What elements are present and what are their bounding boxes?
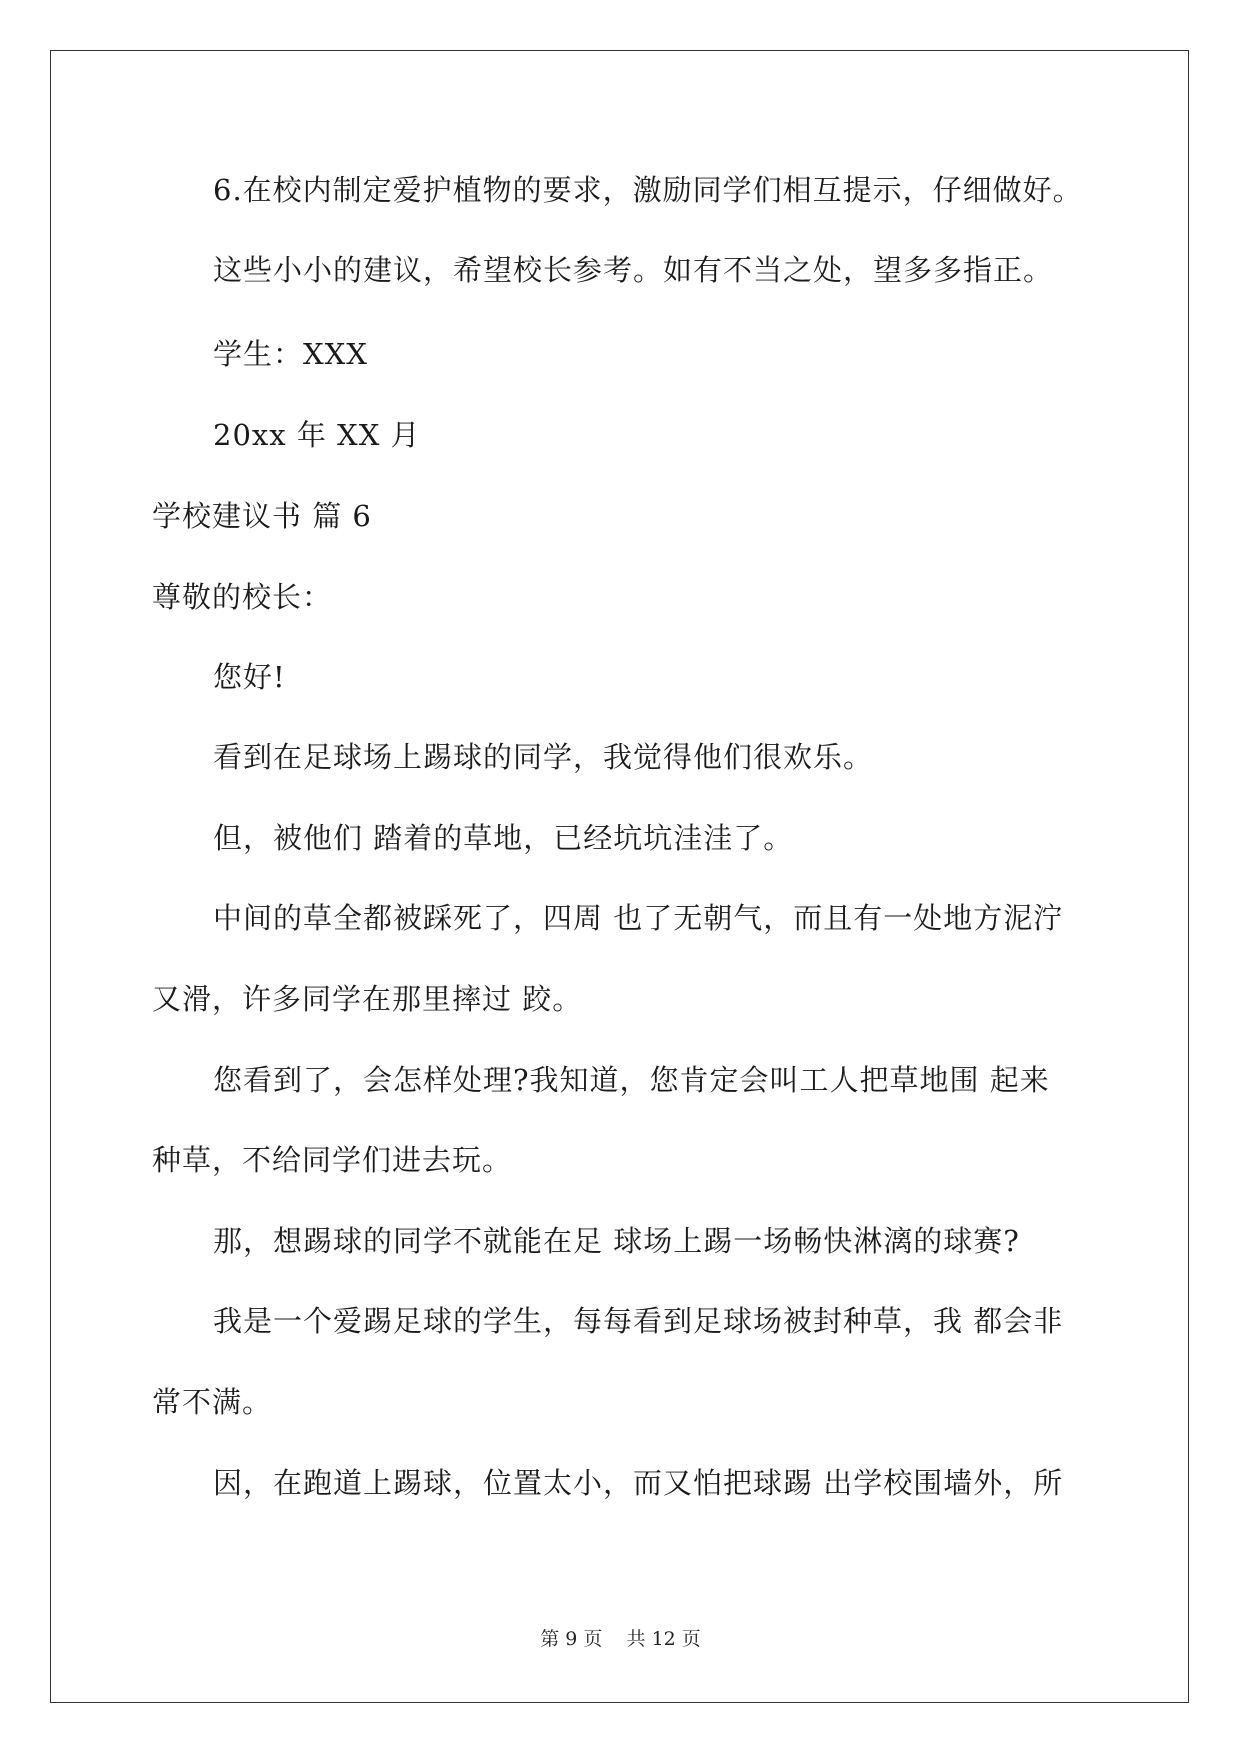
paragraph-line: 我是一个爱踢足球的学生，每每看到足球场被封种草，我 都会非 (213, 1304, 1064, 1338)
page-border (50, 50, 1189, 1703)
page-footer (0, 1627, 1241, 1651)
paragraph-line: 那，想踢球的同学不就能在足 球场上踢一场畅快淋漓的球赛? (213, 1224, 1020, 1258)
paragraph-line: 种草，不给同学们进去玩。 (152, 1143, 513, 1177)
paragraph-line: 您看到了，会怎样处理?我知道，您肯定会叫工人把草地围 起来 (213, 1063, 1050, 1097)
paragraph-line: 因，在跑道上踢球，位置太小，而又怕把球踢 出学校围墙外，所 (213, 1466, 1064, 1500)
paragraph-line: 看到在足球场上踢球的同学，我觉得他们很欢乐。 (213, 740, 874, 774)
greeting: 您好! (213, 660, 286, 694)
paragraph-line: 6.在校内制定爱护植物的要求，激励同学们相互提示，仔细做好。 (213, 173, 1083, 207)
signature-date: 20xx 年 XX 月 (213, 418, 421, 452)
paragraph-line: 常不满。 (152, 1385, 273, 1419)
signature-student: 学生：XXX (213, 337, 368, 371)
paragraph-line: 这些小小的建议，希望校长参考。如有不当之处，望多多指正。 (213, 253, 1054, 287)
paragraph-line: 中间的草全都被踩死了，四周 也了无朝气，而且有一处地方泥泞 (213, 901, 1064, 935)
paragraph-line: 但，被他们 踏着的草地，已经坑坑洼洼了。 (213, 821, 794, 855)
section-heading: 学校建议书 篇 6 (152, 499, 372, 533)
page-number: 第 9 页 (540, 1628, 603, 1650)
page-total: 共 12 页 (626, 1628, 701, 1650)
paragraph-line: 又滑，许多同学在那里摔过 跤。 (152, 982, 583, 1016)
salutation: 尊敬的校长： (152, 580, 333, 614)
